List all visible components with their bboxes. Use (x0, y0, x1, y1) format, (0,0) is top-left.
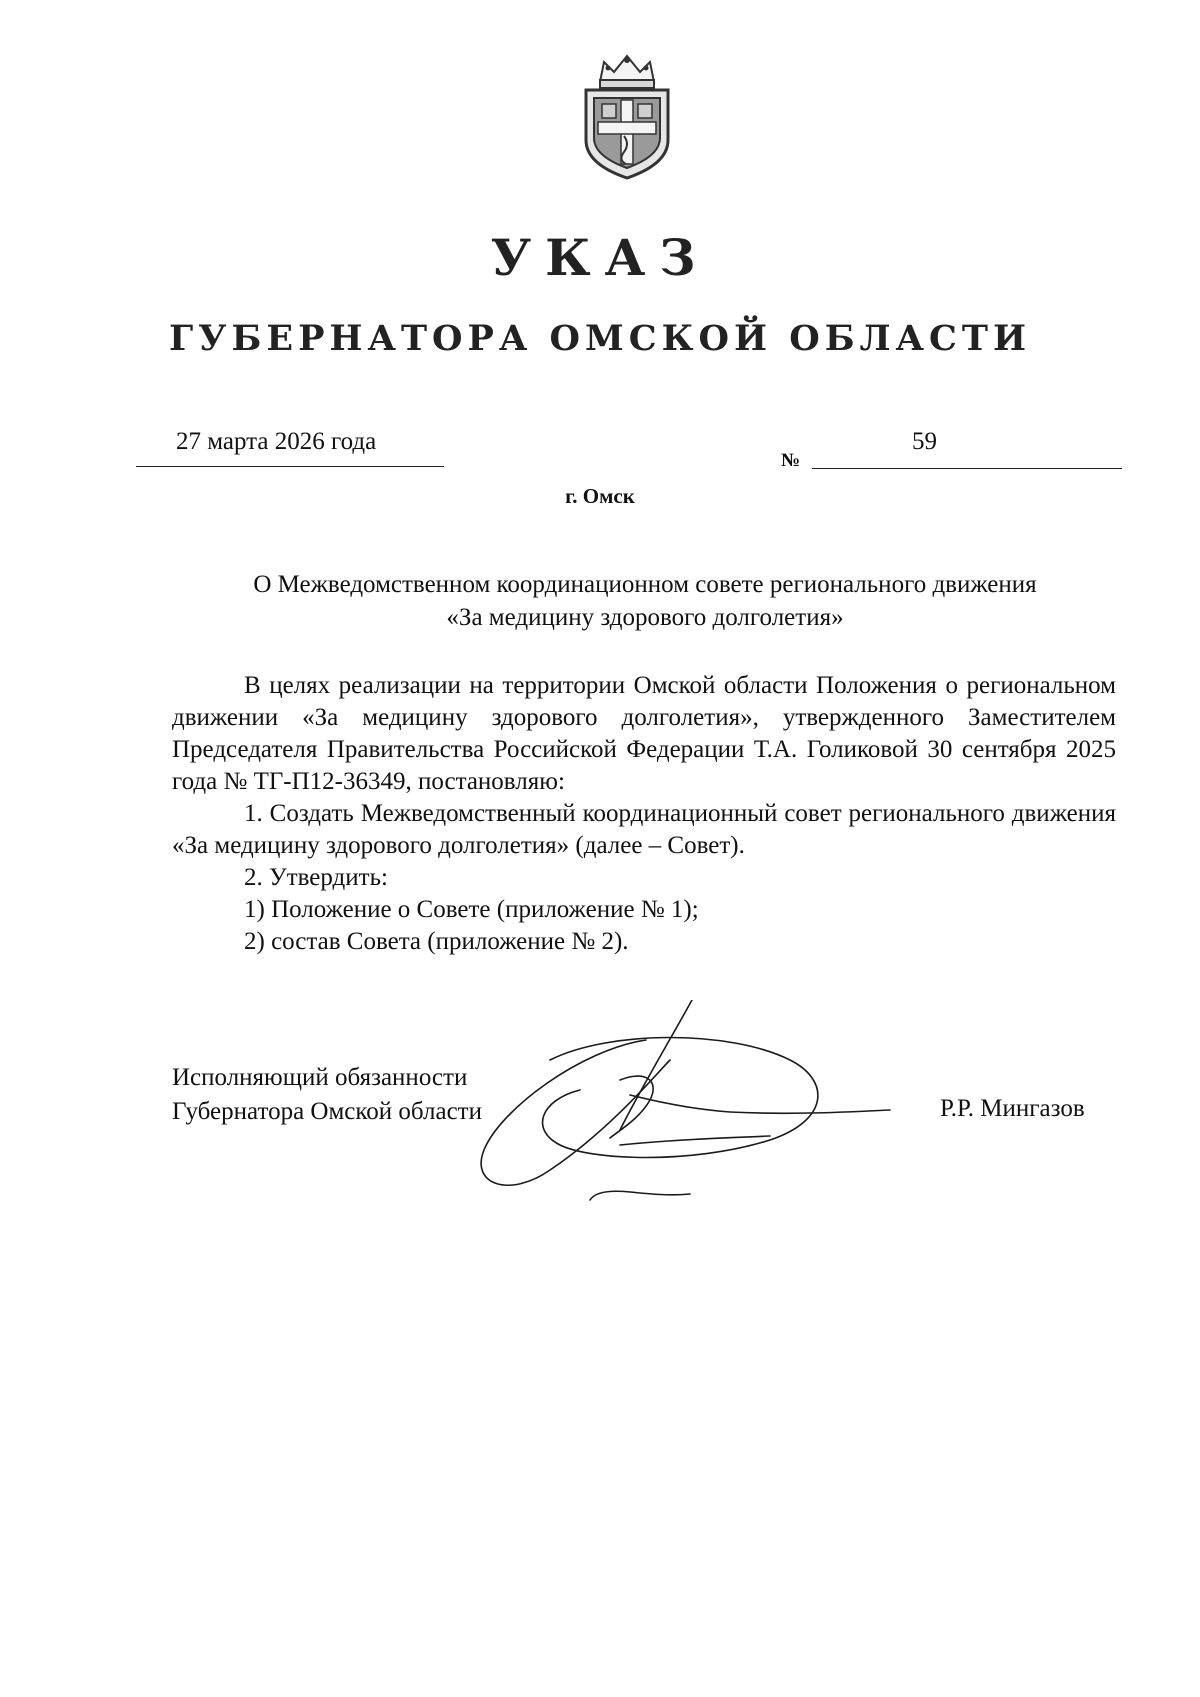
item-2-2-paragraph: 2) состав Совета (приложение № 2). (244, 928, 629, 955)
preamble-paragraph: В целях реализации на территории Омской области Положения о региональном движении «За медицину здорового долголетия», утвержденного Заместителем Председателя Правительства Российской Федерации Т.А. Голиковой 30 сентября 2025 года № ТГ-П12-36349, постановляю: (172, 672, 1116, 795)
signatory-position (172, 1061, 482, 1129)
document-city: г. Омск (565, 484, 635, 508)
document-heading (180, 568, 1110, 634)
heading-line-1: О Межведомственном координационном совете регионального движения (253, 571, 1037, 598)
item-2-paragraph: 2. Утвердить: (244, 864, 388, 891)
handwritten-signature-icon (470, 1000, 950, 1220)
position-line-1: Исполняющий обязанности (172, 1064, 468, 1091)
signatory-name: Р.Р. Мингазов (940, 1095, 1085, 1122)
heading-line-2: «За медицину здорового долголетия» (446, 604, 844, 631)
document-date: 27 марта 2026 года (176, 428, 377, 455)
document-issuer: ГУБЕРНАТОРА ОМСКОЙ ОБЛАСТИ (168, 318, 1032, 359)
number-sign: № (781, 450, 801, 471)
date-underline (136, 466, 444, 467)
document-number: 59 (912, 428, 937, 455)
number-underline (812, 468, 1122, 469)
item-2-1-paragraph: 1) Положение о Совете (приложение № 1); (244, 896, 699, 923)
omsk-coat-of-arms-icon (572, 52, 682, 182)
item-1-paragraph: 1. Создать Межведомственный координационный совет регионального движения «За медицину здорового долголетия» (далее – Совет). (172, 800, 1116, 859)
document-title: УКАЗ (490, 228, 710, 287)
document-body (172, 670, 1116, 958)
position-line-2: Губернатора Омской области (172, 1098, 482, 1125)
